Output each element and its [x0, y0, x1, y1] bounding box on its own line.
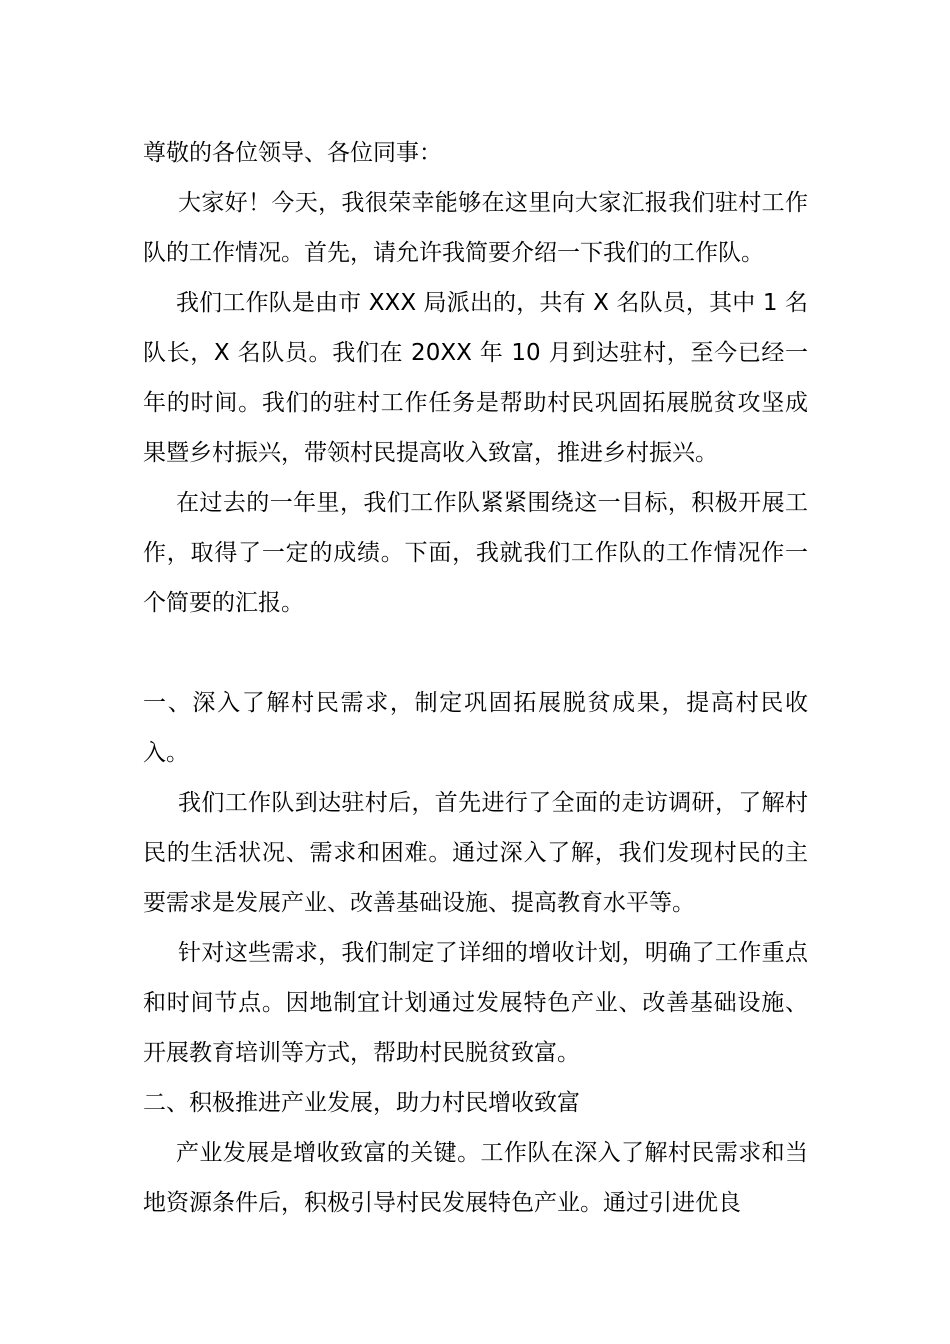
section-1-paragraph: 针对这些需求，我们制定了详细的增收计划，明确了工作重点和时间节点。因地制宜计划通过发展特色产业、改善基础设施、开展教育培训等方式，帮助村民脱贫致富。 — [143, 940, 808, 1066]
intro-paragraph-overview: 在过去的一年里，我们工作队紧紧围绕这一目标，积极开展工作，取得了一定的成绩。下面，我就我们工作队的工作情况作一个简要的汇报。 — [143, 490, 808, 616]
intro-paragraph-greeting: 大家好！今天，我很荣幸能够在这里向大家汇报我们驻村工作队的工作情况。首先，请允许我简要介绍一下我们的工作队。 — [143, 190, 808, 266]
section-2-paragraph: 产业发展是增收致富的关键。工作队在深入了解村民需求和当地资源条件后，积极引导村民发展特色产业。通过引进优良 — [143, 1140, 808, 1216]
section-1-heading: 一、深入了解村民需求，制定巩固拓展脱贫成果，提高村民收入。 — [143, 690, 808, 766]
salutation: 尊敬的各位领导、各位同事： — [143, 140, 442, 166]
document-body — [143, 128, 808, 1228]
section-2-heading: 二、积极推进产业发展，助力村民增收致富 — [143, 1090, 580, 1116]
intro-paragraph-team: 我们工作队是由市 XXX 局派出的，共有 X 名队员，其中 1 名队长，X 名队员。我们在 20XX 年 10 月到达驻村，至今已经一年的时间。我们的驻村工作任务是帮助村民巩固拓展脱贫攻坚成果暨乡村振兴，带领村民提高收入致富，推进乡村振兴。 — [143, 290, 808, 466]
section-1-paragraph: 我们工作队到达驻村后，首先进行了全面的走访调研，了解村民的生活状况、需求和困难。通过深入了解，我们发现村民的主要需求是发展产业、改善基础设施、提高教育水平等。 — [143, 790, 808, 916]
